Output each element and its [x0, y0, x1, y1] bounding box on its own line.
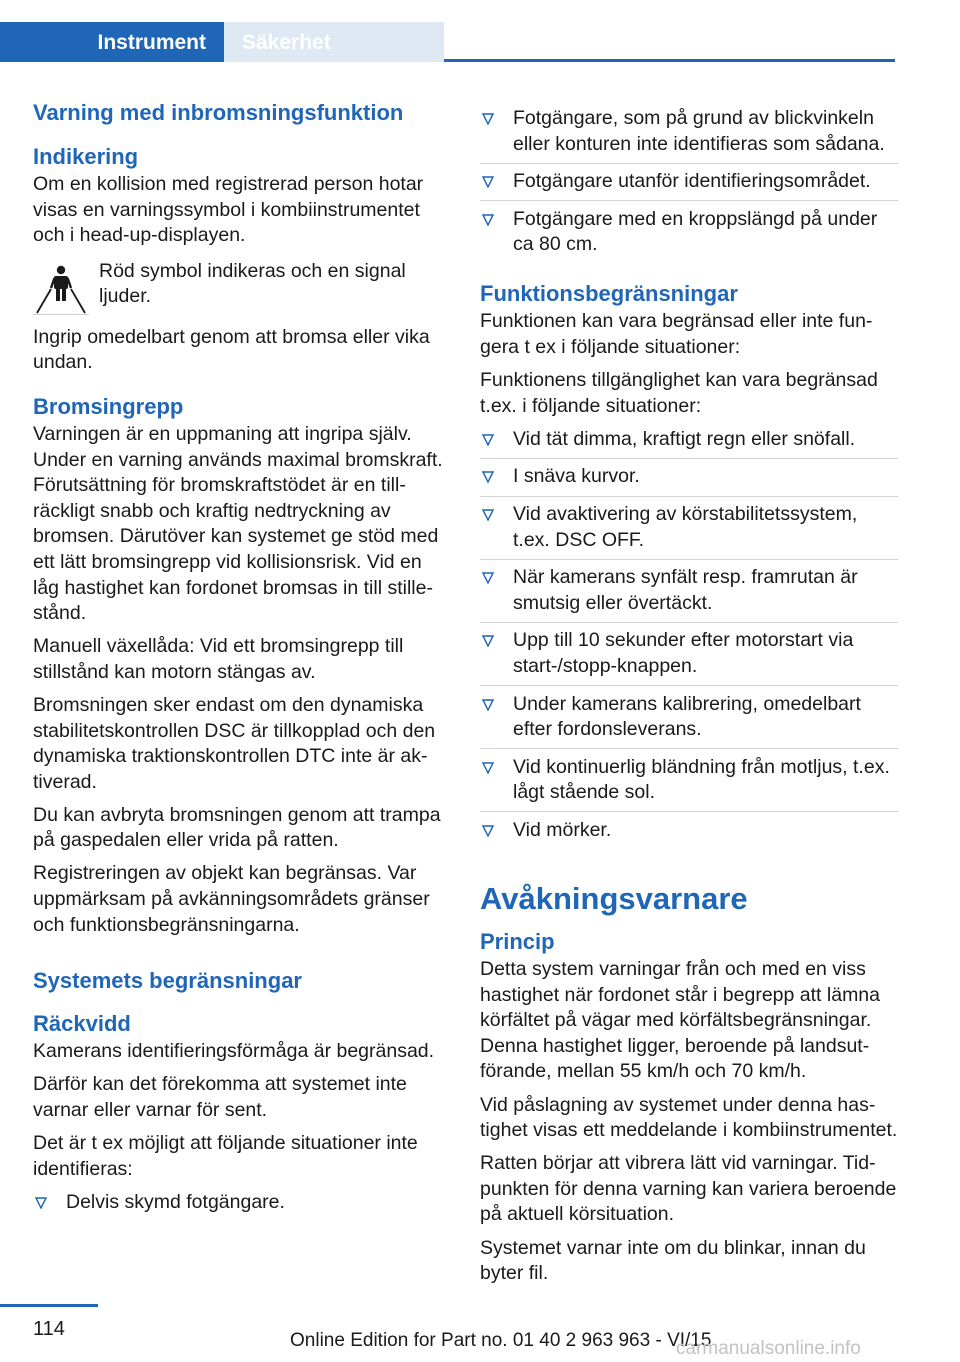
bullet-triangle-icon	[482, 825, 494, 837]
bromsingrepp-paragraph: Du kan avbryta bromsningen genom att trampa på gaspedalen eller vrida på ratten.	[33, 803, 441, 852]
list-item-text: I snäva kurvor.	[513, 465, 640, 488]
rackvidd-bullet-list	[33, 1190, 451, 1221]
page-number: 114	[33, 1318, 65, 1340]
list-item-text: Vid mörker.	[513, 818, 612, 841]
bullet-triangle-icon	[482, 113, 494, 125]
warning-symbol-row	[33, 259, 451, 315]
subheading-rackvidd: Räckvidd	[33, 1011, 131, 1037]
list-item	[480, 502, 898, 560]
pedestrian-bullet-list	[480, 106, 898, 263]
left-column	[33, 98, 451, 1227]
list-item	[480, 818, 898, 849]
tab-instrument[interactable]: Instrument	[0, 22, 224, 62]
list-item-text: Fotgängare utanför identifieringsområdet.	[513, 170, 871, 193]
princip-paragraph: Ratten börjar att vibrera lätt vid varningar. Tidpunkten för denna varning kan variera beroende på aktuell körsituation.	[480, 1152, 897, 1226]
princip-paragraph: Detta system varningar från och med en viss hastighet när fordonet står i begrepp att lämna körfältet på vägar med körfältsbegränsningar. Denna hastighet ligger, beroende på landsutförande, mellan 55 km/h och 70 km/h.	[480, 958, 880, 1083]
list-item	[480, 628, 898, 686]
symbol-description: Röd symbol indikeras och en signal ljuder.	[99, 259, 406, 308]
bullet-triangle-icon	[482, 176, 494, 188]
princip-paragraph: Systemet varnar inte om du blinkar, innan du byter fil.	[480, 1236, 866, 1285]
list-item-text: Under kamerans kalibrering, omedelbart efter fordonsleverans.	[513, 692, 861, 741]
bromsingrepp-paragraph: Manuell växellåda: Vid ett bromsingrepp till stillstånd kan motorn stängas av.	[33, 635, 404, 683]
bullet-triangle-icon	[482, 471, 494, 483]
list-item	[33, 1190, 451, 1221]
bromsingrepp-paragraph: Bromsningen sker endast om den dynamiska stabilitetskontrollen DSC är tillkopplad och den dynamiska traktionskontrollen DTC inte är aktiverad.	[33, 693, 436, 793]
pedestrian-warning-icon	[33, 259, 89, 315]
chapter-tab-bar	[0, 0, 895, 62]
bullet-triangle-icon	[482, 434, 494, 446]
princip-paragraph: Vid påslagning av systemet under denna hastighet visas ett meddelande i kombiinstrumentet.	[480, 1093, 898, 1142]
tab-sakerhet[interactable]: Säkerhet	[224, 22, 444, 62]
bullet-triangle-icon	[482, 509, 494, 521]
section-heading-systemets-begransningar: Systemets begränsningar	[33, 968, 302, 994]
list-item-text: Fotgängare, som på grund av blickvinkeln eller konturen inte identifieras som sådana.	[513, 107, 885, 155]
list-item	[480, 755, 898, 813]
list-item	[480, 692, 898, 750]
bullet-triangle-icon	[35, 1197, 47, 1209]
subheading-indikering: Indikering	[33, 144, 139, 169]
list-item-text: Upp till 10 sekunder efter motorstart via start-/stopp-knappen.	[513, 629, 854, 677]
right-column	[480, 98, 898, 1294]
subheading-princip: Princip	[480, 929, 555, 955]
subheading-funktionsbegransningar: Funktionsbegränsningar	[480, 281, 738, 307]
funktion-bullet-list	[480, 427, 898, 849]
footer-accent-line	[0, 1304, 98, 1307]
bullet-triangle-icon	[482, 635, 494, 647]
bromsingrepp-paragraph: Varningen är en uppmaning att ingripa själv. Under en varning används maximal bromskraft. Förutsättning för bromskraftstödet är en tillräckligt snabb och kraftig nedtryckning av bromsen. Därutöver kan systemet ge stöd med ett lätt bromsingrepp vid kollisionsrisk. Vid en låg hastighet kan fordonet bromsas in till stillestånd.	[33, 422, 443, 625]
bullet-triangle-icon	[482, 762, 494, 774]
bullet-triangle-icon	[482, 214, 494, 226]
list-item	[480, 207, 898, 264]
rackvidd-paragraph: Kamerans identifieringsförmåga är begränsad.	[33, 1040, 435, 1063]
list-item	[480, 106, 898, 164]
indikering-text: Om en kollision med registrerad person hotar visas en varningssymbol i kombiinstrumentet och i head-up-displayen.	[33, 173, 424, 247]
list-item	[480, 169, 898, 201]
bullet-triangle-icon	[482, 572, 494, 584]
list-item-text: Delvis skymd fotgängare.	[66, 1190, 285, 1213]
list-item	[480, 427, 898, 459]
watermark: carmanualsonline.info	[676, 1338, 861, 1359]
list-item-text: Fotgängare med en kroppslängd på under ca 80 cm.	[513, 207, 878, 256]
ingrip-text: Ingrip omedelbart genom att bromsa eller vika undan.	[33, 325, 430, 374]
list-item-text: När kamerans synfält resp. framrutan är smutsig eller övertäckt.	[513, 566, 858, 614]
bullet-triangle-icon	[482, 699, 494, 711]
list-item-text: Vid kontinuerlig bländning från motljus, t.ex. lågt stående sol.	[513, 755, 890, 804]
section-title-varning: Varning med inbromsningsfunktion	[33, 100, 404, 125]
funktion-paragraph: Funktionens tillgänglighet kan vara begränsad t.ex. i följande situationer:	[480, 369, 878, 417]
list-item	[480, 464, 898, 496]
chapter-heading-avakningsvarnare: Avåkningsvarnare	[480, 881, 748, 917]
rackvidd-paragraph: Därför kan det förekomma att systemet inte varnar eller varnar för sent.	[33, 1073, 407, 1121]
list-item-text: Vid tät dimma, kraftigt regn eller snöfall.	[513, 427, 856, 450]
bromsingrepp-paragraph: Registreringen av objekt kan begränsas. Var uppmärksam på avkänningsområdets gränser och funktionsbegränsningarna.	[33, 862, 430, 936]
list-item-text: Vid avaktivering av körstabilitetssystem, t.ex. DSC OFF.	[513, 503, 858, 551]
list-item	[480, 565, 898, 623]
edition-text: Online Edition for Part no. 01 40 2 963 963 - VI/15	[290, 1330, 712, 1351]
subheading-bromsingrepp: Bromsingrepp	[33, 393, 184, 419]
funktion-paragraph: Funktionen kan vara begränsad eller inte fungera t ex i följande situationer:	[480, 310, 873, 359]
rackvidd-paragraph: Det är t ex möjligt att följande situationer inte identifieras:	[33, 1132, 418, 1180]
